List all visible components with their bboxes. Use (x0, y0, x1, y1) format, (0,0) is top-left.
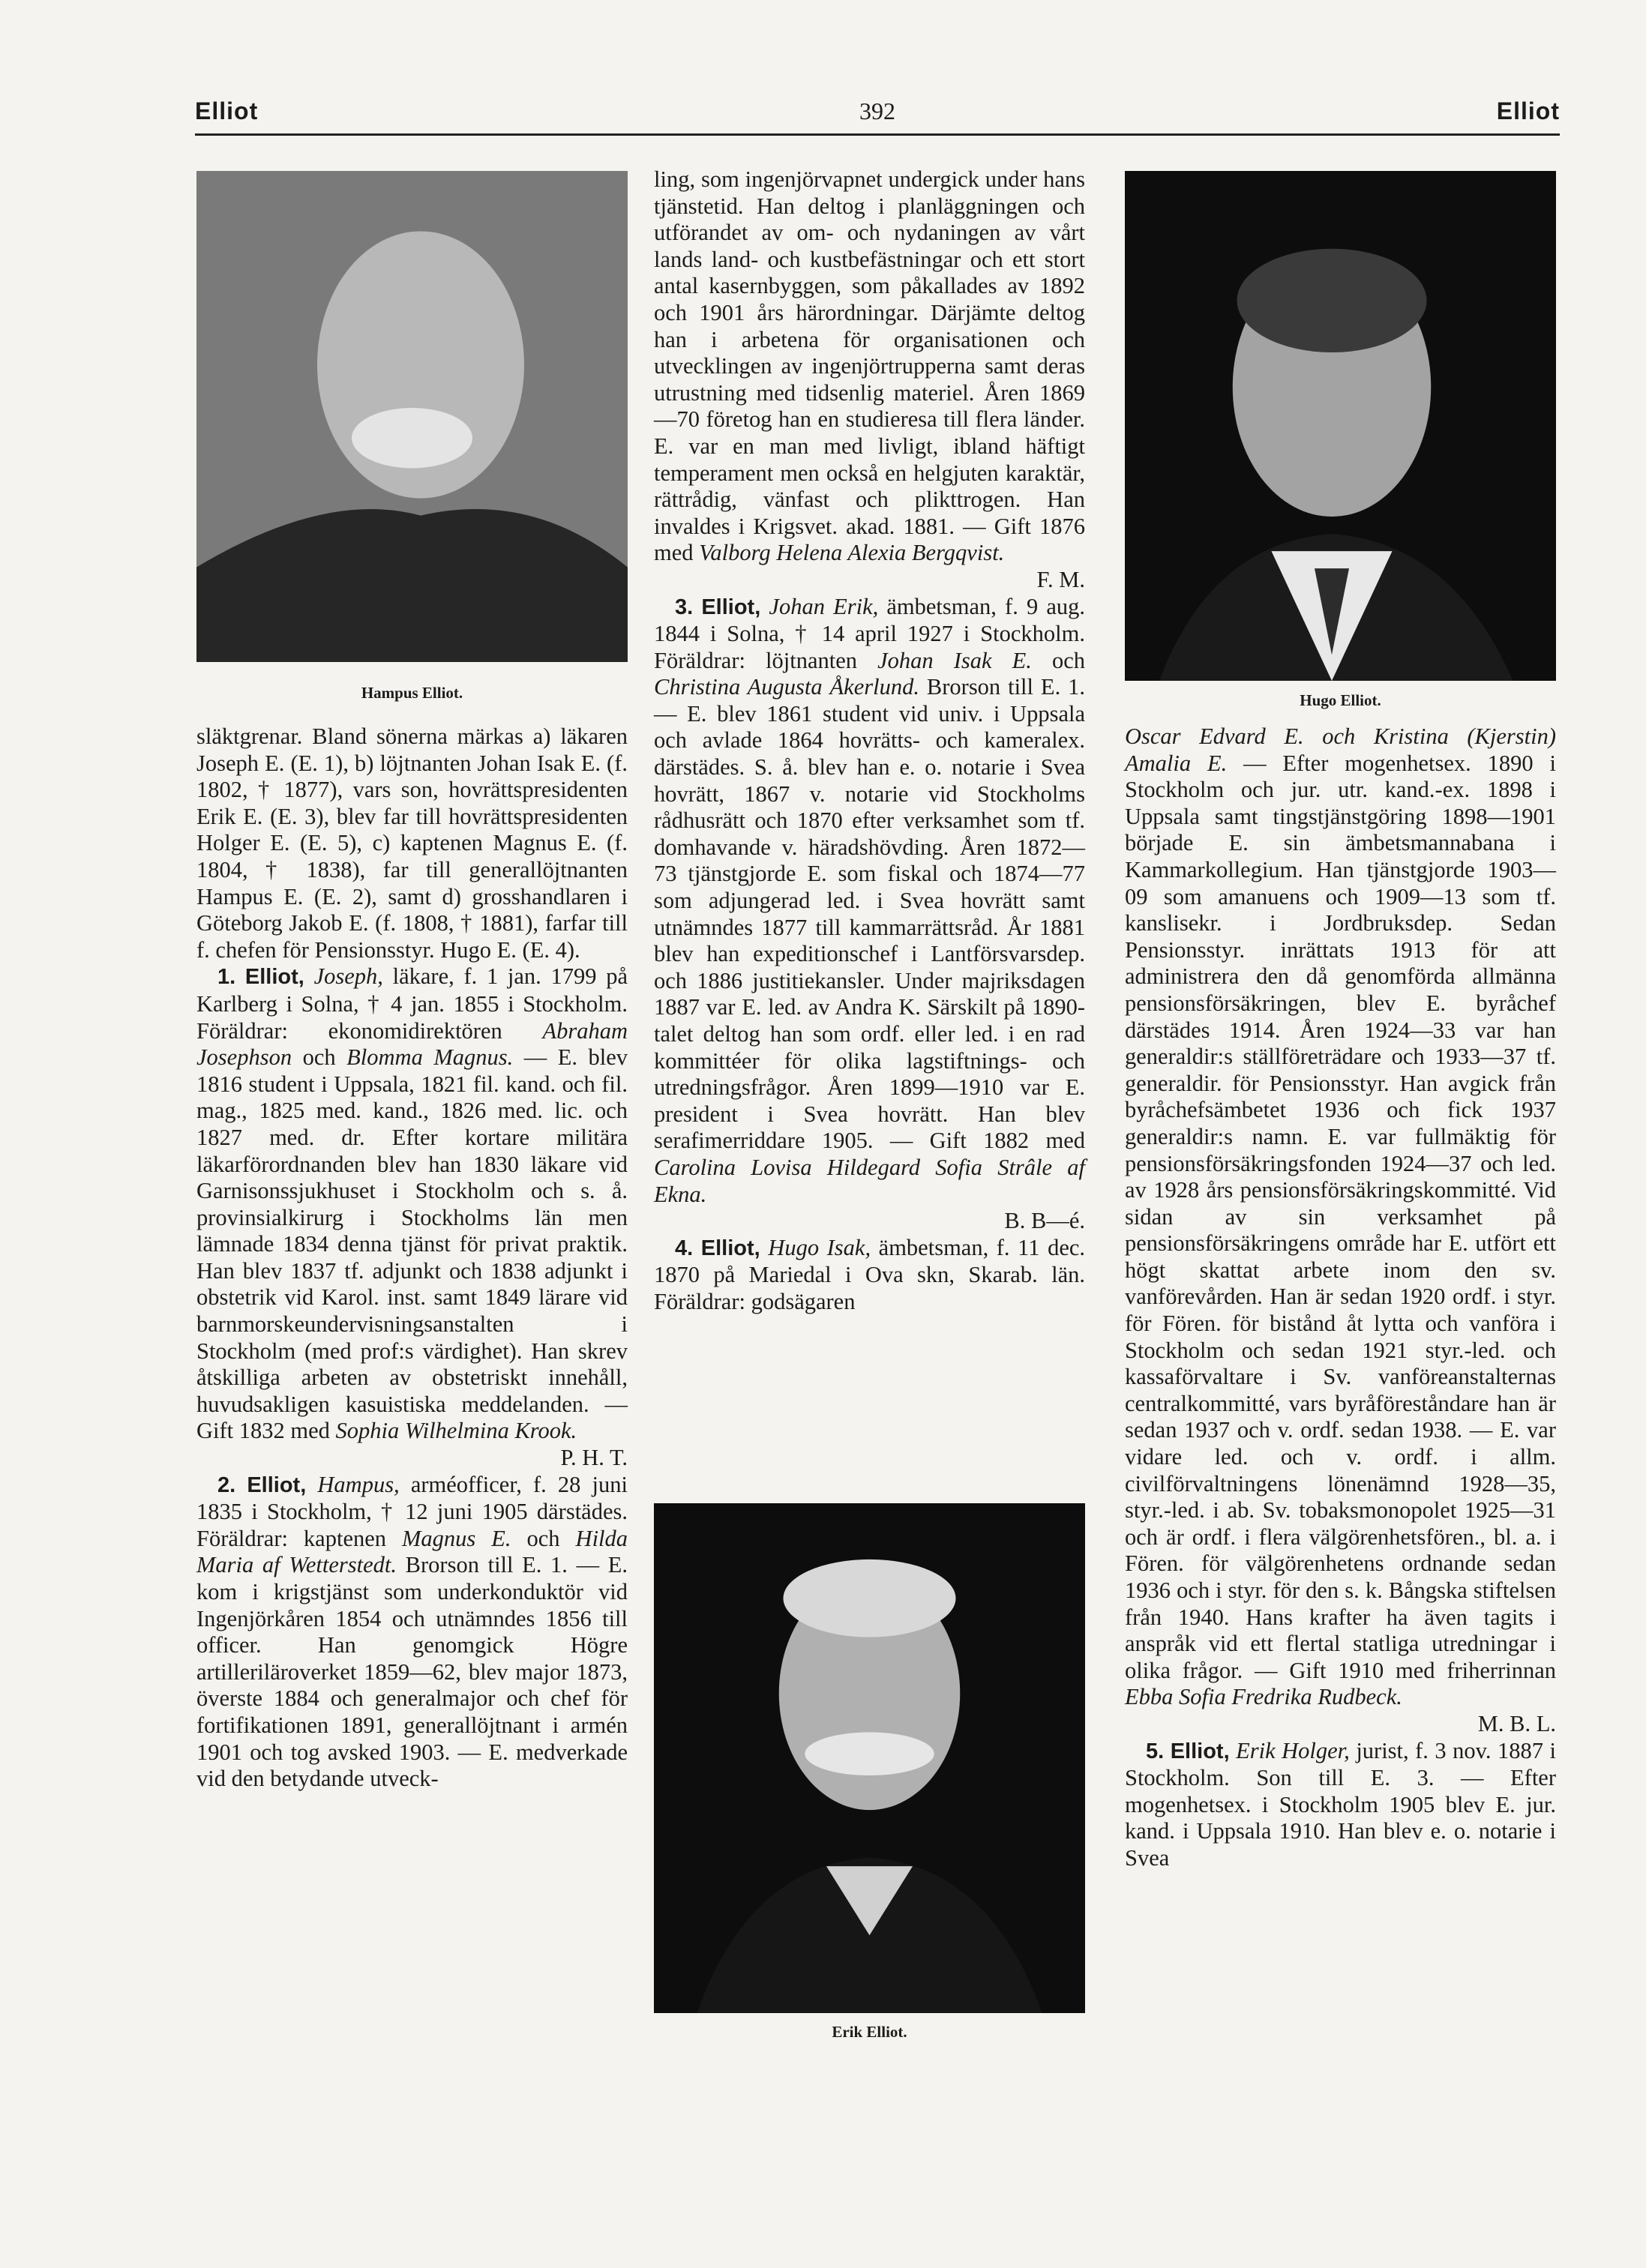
entry-3-number: 3. (675, 595, 694, 619)
entry-1-and: och (302, 1044, 336, 1071)
entry-1-spouse: Sophia Wilhelmina Krook. (335, 1418, 577, 1444)
entry-1-text-a: läkare, f. 1 jan. 1799 på Karlberg i Solna, † 4 jan. 1855 i Stockholm. Föräldrar: ekonomidirektören (196, 963, 628, 1044)
entry-1-joseph (196, 963, 628, 1471)
entry-3-surname: Elliot, (701, 595, 761, 619)
entry-5-holger (1125, 1738, 1556, 1872)
entry-1-parent-1: Abraham Josephson (196, 1017, 628, 1071)
column-2 (654, 166, 1085, 1316)
page-number: 392 (859, 97, 895, 124)
entry-4-parents: Oscar Edvard E. och Kristina (Kjerstin) Amalia E. (1125, 724, 1556, 776)
entry-5-text-a: jurist, f. 3 nov. 1887 i Stockholm. Son till E. 3. — Efter mogenhetsex. i Stockholm 1905 blev E. jur. kand. i Uppsala 1910. Han blev e. o. notarie i Svea (1125, 1737, 1557, 1871)
caption-hampus: Hampus Elliot. (361, 684, 463, 702)
entry-4-text-b: — Efter mogenhetsex. 1890 i Stockholm och jur. utr. kand.-ex. 1898 i Uppsala samt tingstjänstgöring 1898—1901 började E. sin ämbetsmannabana i Kammarkollegium. Han tjänstgjorde 1903—09 som amanuens och 1909—13 som tf. kanslisekr. i Jordbruksdep. Sedan Pensionsstyr. inrättats 1913 för att administrera den då genomförda allmänna pensionsförsäkringen, blev E. byråchef därstädes 1914. Åren 1924—33 var han generaldir:s ställföreträdare och 1933—37 tf. generaldir. för Pensionsstyr. Han avgick från byråchefsämbetet 1936 och fick 1937 generaldir:s namn. E. var fullmäktig för pensionsförsäkringsfonden 1924—37 och led. av 1928 års pensionsförsäkringskommitté. Vid sidan av sin verksamhet på pensionsförsäkringens område har E. utfört ett högt skattat arbete inom den sv. vanförevården. Han är sedan 1920 ordf. i styr. för Fören. för bistånd åt lytta och vanföra i Stockholm och sedan 1921 styr.-led. och kassaförvaltare i Sv. vanföreanstalternas centralkommitté, vars byråföreståndare han är sedan 1937 och v. ordf. sedan 1938. — E. var vidare led. och v. ordf. i allm. civilförvaltningens lönenämnd 1928—35, styr.-led. i ab. Sv. tobaksmonopolet 1925—31 och är ordf. i flera välgörenhetsfören., bl. a. i Fören. för välgörenhetens ordnande sedan 1936 och i styr. för den s. k. Bångska stiftelsen från 1940. Hans krafter ha även tagits i anspråk vid ett flertal statliga utredningar i olika frågor. — Gift 1910 med friherrinnan (1125, 750, 1556, 1683)
entry-2-and: och (526, 1525, 560, 1551)
entry-3-text-a: ämbetsman, f. 9 aug. 1844 i Solna, † 14 april 1927 i Stockholm. Föräldrar: löjtnanten (654, 593, 1085, 673)
entry-2-text-c: ling, som ingenjörvapnet undergick under hans tjänstetid. Han deltog i planläggningen och utförandet av om- och nydaningen av vårt lands land- och kustbefästningar och ett stort antal kasernbyggen, som påkallades av 1892 och 1901 års härordningar. Därjämte deltog han i arbetena för organisationen och utvecklingen av ingenjörtrupperna samt deras utrustning med tidsenlig materiel. Åren 1869—70 företog han en studieresa till flera länder. E. var en man med livligt, ibland häftigt temperament men också en helgjuten karaktär, rättrådig, vänfast och plikttrogen. Han invaldes i Krigsvet. akad. 1881. — Gift 1876 med (654, 166, 1085, 566)
entry-2-given-name: Hampus, (317, 1471, 400, 1497)
entry-1-text-b: — E. blev 1816 student i Uppsala, 1821 fil. kand. och fil. mag., 1825 med. kand., 1826 med. lic. och 1827 med. dr. Efter kortare militära läkarförordnanden blev han 1830 läkare vid Garnisonssjukhuset i Stockholm och s. å. provinsialkirurg i Stockholms län men lämnade 1834 denna tjänst för privat praktik. Han blev 1837 tf. adjunkt och 1838 adjunkt i obstetrik vid Karol. inst. samt 1849 lärare vid barnmorskeundervisningsanstalten i Stockholm (med prof:s värdighet). Han skrev åtskilliga arbeten av obstetriskt innehåll, huvudsakligen kasuistiska meddelanden. — Gift 1832 med (196, 1044, 628, 1444)
caption-hugo: Hugo Elliot. (1300, 691, 1381, 709)
entry-4-spouse: Ebba Sofia Fredrika Rudbeck. (1125, 1684, 1402, 1710)
entry-2-signature: F. M. (1036, 566, 1085, 592)
running-header (195, 97, 1560, 135)
entry-5-surname: Elliot, (1170, 1739, 1230, 1763)
entry-3-parent-2: Christina Augusta Åkerlund. (654, 674, 919, 700)
entry-2-hampus (196, 1472, 628, 1793)
entry-3-spouse: Carolina Lovisa Hildegard Sofia Strâle af Ekna. (654, 1154, 1085, 1207)
entry-5-number: 5. (1146, 1739, 1165, 1763)
entry-2-spouse: Valborg Helena Alexia Bergqvist. (699, 540, 1005, 566)
entry-1-signature: P. H. T. (560, 1445, 628, 1471)
entry-1-given-name: Joseph, (313, 963, 383, 990)
intro-paragraph: släktgrenar. Bland sönerna märkas a) läkaren Joseph E. (E. 1), b) löjtnanten Johan Isak E. (f. 1802, † 1877), vars son, hovrättspresidenten Erik E. (E. 3), blev far till hovrättspresidenten Holger E. (E. 5), c) kaptenen Magnus E. (f. 1804, † 1838), far till generallöjtnanten Hampus E. (E. 2), samt d) grosshandlaren i Göteborg Jakob E. (f. 1808, † 1881), farfar till f. chefen för Pensionsstyr. Hugo E. (E. 4). (196, 724, 628, 963)
entry-5-given-name: Erik Holger, (1236, 1737, 1350, 1763)
entry-4-hugo (654, 1235, 1085, 1316)
entry-2-parent-1: Magnus E. (402, 1525, 511, 1551)
entry-4-given-name: Hugo Isak, (768, 1234, 871, 1260)
entry-3-signature: B. B—é. (1004, 1208, 1085, 1234)
entry-3-parent-1: Johan Isak E. (877, 647, 1032, 673)
entry-3-erik (654, 594, 1085, 1235)
entry-1-surname: Elliot, (244, 965, 304, 990)
entry-4-signature: M. B. L. (1477, 1710, 1556, 1736)
entry-2-parent-2: Hilda Maria af Wetterstedt. (196, 1525, 628, 1578)
entry-3-and: och (1051, 647, 1086, 673)
entry-4-surname: Elliot, (700, 1236, 760, 1260)
caption-erik: Erik Elliot. (832, 2023, 907, 2041)
entry-2-text-b: Brorson till E. 1. — E. kom i krigstjänst som underkonduktör vid Ingenjörkåren 1854 och utnämndes 1856 till officer. Han genomgick Högre artilleriläroverket 1859—62, blev major 1873, överste 1884 och generalmajor och chef för fortifikationen 1891, generallöjtnant i armén 1901 och tog avsked 1903. — E. medverkade vid den betydande utveck- (196, 1552, 628, 1792)
header-left-title: Elliot (195, 97, 259, 124)
entry-4-number: 4. (675, 1236, 694, 1260)
entry-3-given-name: Johan Erik, (769, 593, 879, 619)
entry-3-text-b: Brorson till E. 1. — E. blev 1861 student vid univ. i Uppsala och avlade 1864 hovrätts- och kameralex. därstädes. S. å. blev han e. o. notarie i Svea hovrätt, 1867 v. notarie vid Stockholms rådhusrätt och 1870 efter verksamhet som tf. domhavande v. häradshövding. Åren 1872—73 tjänstgjorde E. som fiskal och 1874—77 som adjungerad led. i Svea hovrätt samt utnämndes 1877 till kammarrättsråd. År 1881 blev han expeditionschef i Lantförsvarsdep. och 1886 justitiekansler. Under majriksdagen 1887 var E. led. av Andra K. Särskilt på 1890-talet deltog han som ordf. eller led. i en rad kommittéer för olika lagstiftnings- och utredningsfrågor. Åren 1899—1910 var E. president i Svea hovrätt. Han blev serafimerriddare 1905. — Gift 1882 med (654, 674, 1085, 1154)
entry-4-text-a: ämbetsman, f. 11 dec. 1870 på Mariedal i Ova skn, Skarab. län. Föräldrar: godsägaren (654, 1234, 1086, 1314)
portrait-erik-elliot (654, 1503, 1085, 2013)
entry-2-continued (654, 166, 1085, 594)
entry-2-number: 2. (217, 1473, 236, 1497)
entry-1-number: 1. (217, 965, 236, 990)
portrait-hugo-elliot (1125, 171, 1556, 681)
entry-2-surname: Elliot, (247, 1473, 307, 1497)
column-1 (196, 724, 628, 1793)
header-right-title: Elliot (1496, 97, 1560, 124)
entry-1-parent-2: Blomma Magnus. (346, 1044, 514, 1071)
column-3 (1125, 724, 1556, 1872)
header-rule (195, 133, 1560, 136)
entry-2-text-a: arméofficer, f. 28 juni 1835 i Stockholm, † 12 juni 1905 därstädes. Föräldrar: kaptenen (196, 1471, 628, 1551)
entry-4-continued (1125, 724, 1556, 1738)
portrait-hampus-elliot (196, 171, 628, 662)
